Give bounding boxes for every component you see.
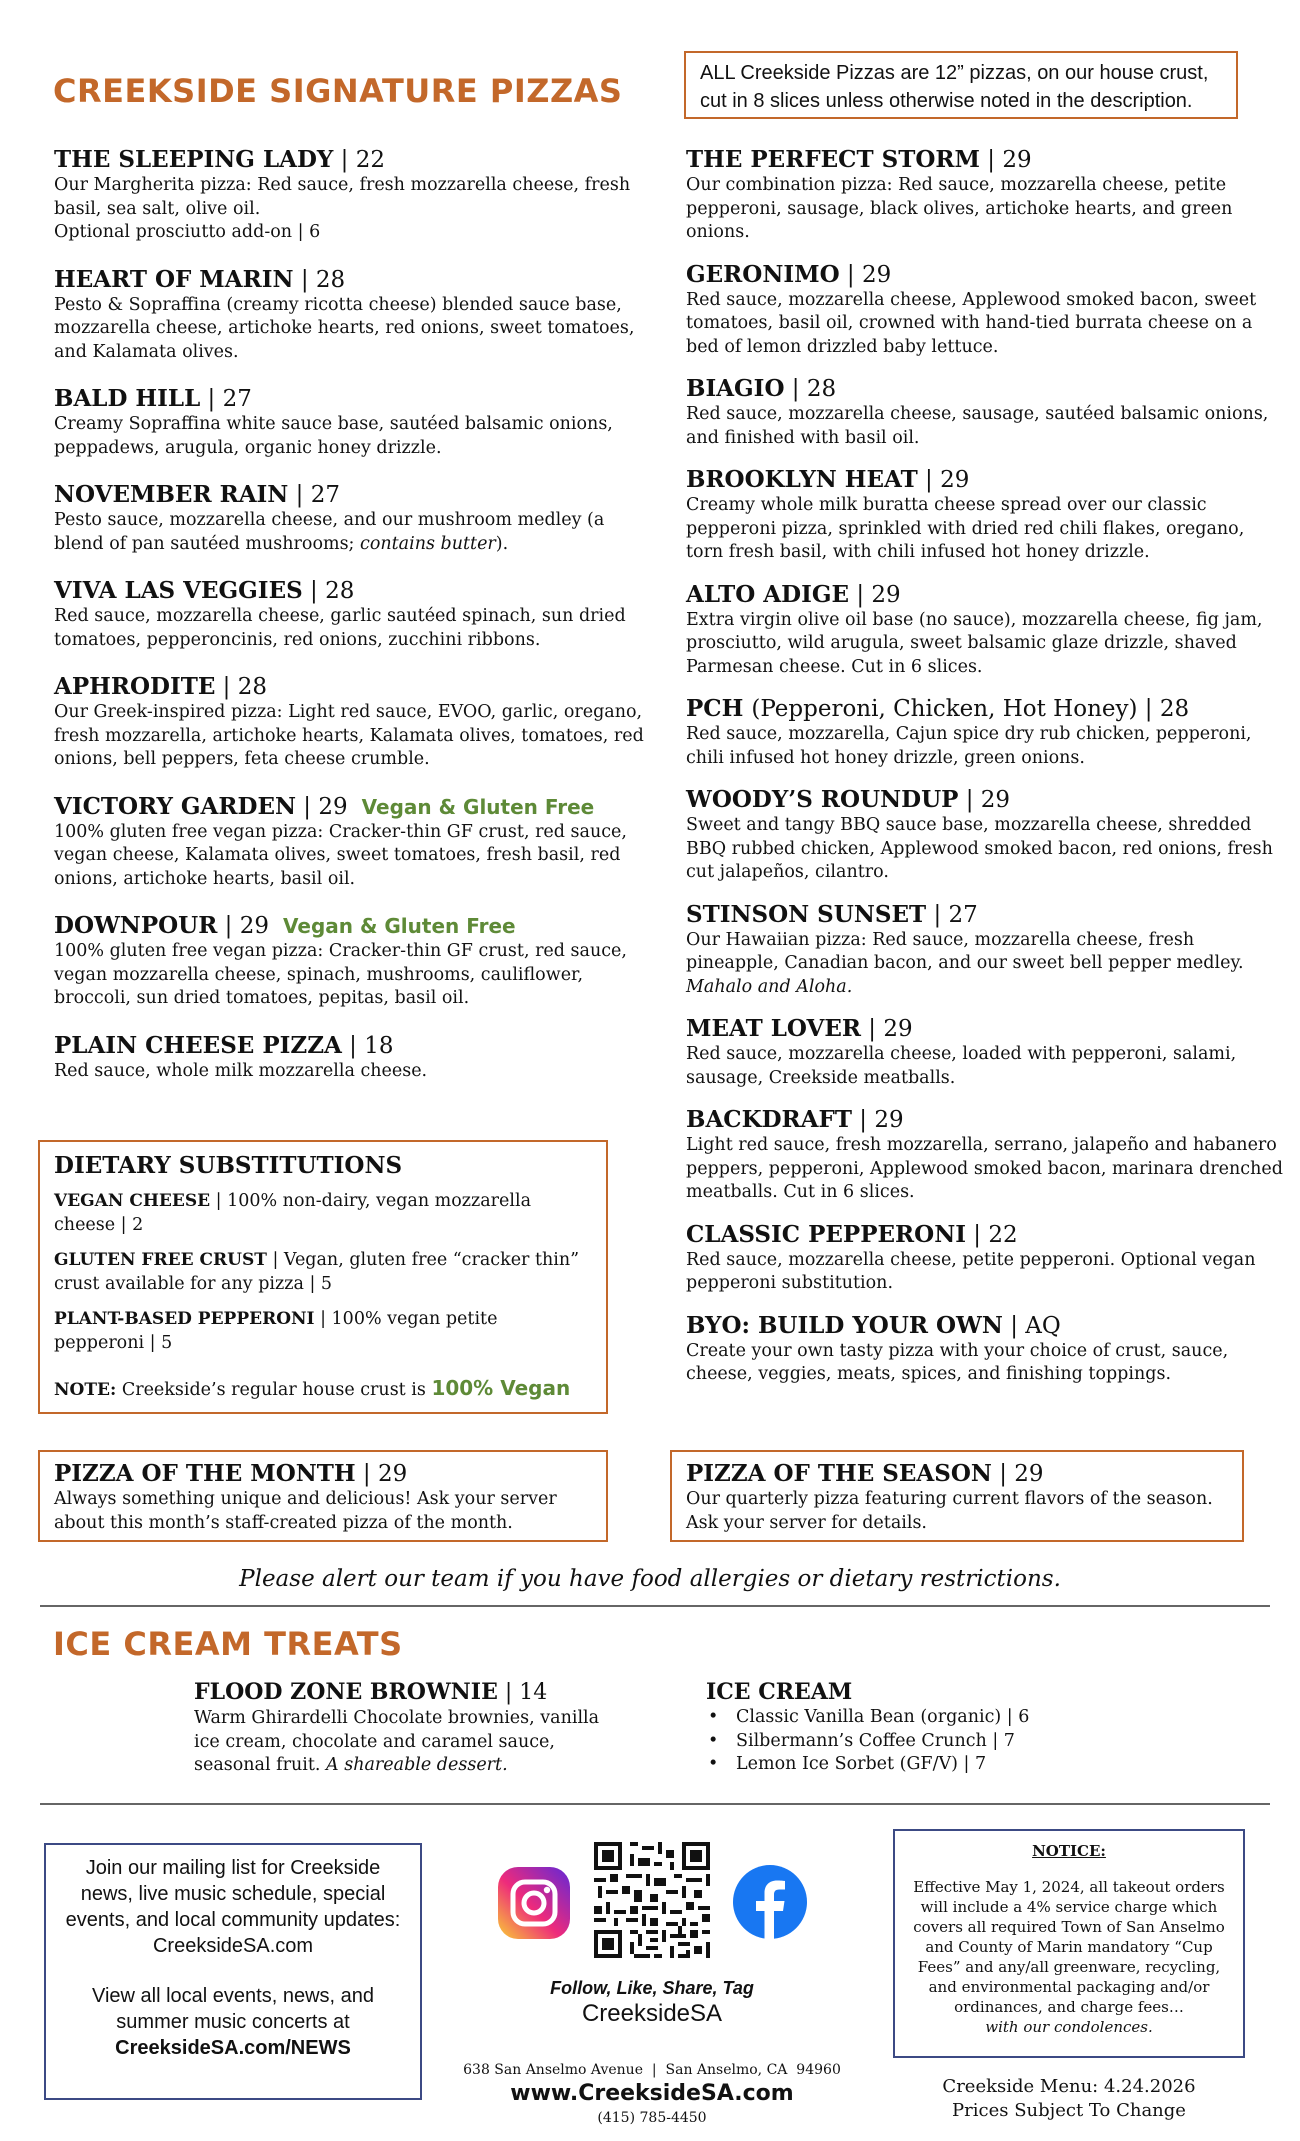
pizza-item: BACKDRAFT | 29 Light red sauce, fresh mozzarella, serrano, jalapeño and habanero peppers, pepperoni, Applewood smoked bacon, marinara drenched meatballs. Cut in 6 slices.: [686, 1106, 1286, 1205]
pizza-price: 27: [310, 482, 340, 508]
pizza-price: 18: [364, 1032, 394, 1059]
pizza-price: 27: [948, 901, 978, 928]
notice-title: NOTICE:: [1032, 1842, 1106, 1860]
pizza-of-the-season-box: PIZZA OF THE SEASON | 29 Our quarterly pizza featuring current flavors of the season. Ask your server for details.: [670, 1450, 1244, 1542]
pizza-name: PCH: [686, 695, 744, 722]
divider: [40, 1803, 1270, 1805]
pizza-price: 28: [806, 376, 837, 402]
ice-cream-heading: ICE CREAM: [706, 1679, 853, 1705]
instagram-icon[interactable]: [496, 1865, 572, 1941]
pizza-name: BACKDRAFT: [686, 1106, 852, 1133]
pizza-item: APHRODITE | 28 Our Greek-inspired pizza: Light red sauce, EVOO, garlic, oregano, fresh mozzarella, artichoke hearts, Kalamata olives, tomatoes, red onions, bell peppers, feta cheese crumble.: [54, 673, 654, 772]
pizza-price: 28: [1159, 696, 1190, 722]
ice-cream-title: ICE CREAM TREATS: [53, 1625, 403, 1663]
notice-signoff: with our condolences.: [985, 2018, 1153, 2036]
pizza-price: 29: [377, 1461, 408, 1487]
pizza-price: 27: [222, 386, 252, 412]
dietary-title: DIETARY SUBSTITUTIONS: [54, 1152, 403, 1179]
pizza-description: Create your own tasty pizza with your choice of crust, sauce, cheese, veggies, meats, spices, and finishing toppings.: [686, 1340, 1229, 1384]
ice-cream-list: [706, 1706, 1126, 1777]
pizza-description: Red sauce, mozzarella cheese, petite pepperoni. Optional vegan pepperoni substitution.: [686, 1249, 1256, 1293]
pizza-name: PIZZA OF THE MONTH: [54, 1460, 356, 1487]
pizza-name: BYO: BUILD YOUR OWN: [686, 1311, 1003, 1339]
pizza-description: Red sauce, mozzarella cheese, sausage, sautéed balsamic onions, and finished with basil oil.: [686, 404, 1269, 448]
pizza-price: 29: [1002, 147, 1032, 173]
pizza-price: 29: [883, 1016, 913, 1042]
list-item: • Lemon Ice Sorbet (GF/V) | 7: [706, 1753, 1126, 1777]
pizza-item: HEART OF MARIN | 28 Pesto & Sopraffina (creamy ricotta cheese) blended sauce base, mozzarella cheese, artichoke hearts, red onions, sweet tomatoes, and Kalamata olives.: [54, 266, 654, 365]
pizza-name: MEAT LOVER: [686, 1015, 861, 1042]
mailing-list-box: [44, 1843, 422, 2100]
pizza-item: NOVEMBER RAIN | 27 Pesto sauce, mozzarella cheese, and our mushroom medley (a blend of pan sautéed mushrooms; contains butter).: [54, 481, 654, 556]
pizza-price: 29: [980, 787, 1011, 813]
pizza-description: Our combination pizza: Red sauce, mozzarella cheese, petite pepperoni, sausage, black olives, artichoke hearts, and green onions.: [686, 175, 1233, 242]
right-pizza-column: [686, 146, 1286, 1403]
pizza-description: Red sauce, whole milk mozzarella cheese.: [54, 1060, 428, 1081]
pizza-price: 22: [355, 147, 385, 173]
pizza-item: ALTO ADIGE | 29 Extra virgin olive oil base (no sauce), mozzarella cheese, fig jam, prosciutto, wild arugula, sweet balsamic glaze drizzle, shaved Parmesan cheese. Cut in 6 slices.: [686, 581, 1286, 680]
crust-note: ALL Creekside Pizzas are 12” pizzas, on our house crust, cut in 8 slices unless otherwise noted in the description.: [684, 51, 1238, 119]
divider: [40, 1605, 1270, 1607]
pizza-name: HEART OF MARIN: [54, 265, 294, 293]
list-item: • Silbermann’s Coffee Crunch | 7: [706, 1730, 1126, 1754]
pizza-description: Pesto sauce, mozzarella cheese, and our mushroom medley (a blend of pan sautéed mushrooms; contains butter).: [54, 510, 605, 554]
news-text: View all local events, news, and summer music concerts at: [91, 1985, 374, 2033]
pizza-item: PLAIN CHEESE PIZZA | 18 Red sauce, whole milk mozzarella cheese.: [54, 1032, 654, 1084]
pizza-description: 100% gluten free vegan pizza: Cracker-thin GF crust, red sauce, vegan mozzarella cheese, spinach, mushrooms, cauliflower, broccoli, sun dried tomatoes, pepitas, basil oil.: [54, 941, 627, 1008]
pizza-name: GERONIMO: [686, 260, 840, 288]
pizza-name: STINSON SUNSET: [686, 900, 927, 928]
pizza-item: THE SLEEPING LADY | 22 Our Margherita pizza: Red sauce, fresh mozzarella cheese, fresh basil, sea salt, olive oil. Optional prosciutto add-on | 6: [54, 146, 654, 245]
page-title: CREEKSIDE SIGNATURE PIZZAS: [53, 72, 623, 110]
pizza-description: Red sauce, mozzarella cheese, garlic sautéed spinach, sun dried tomatoes, pepperoncinis, red onions, zucchini ribbons.: [54, 606, 626, 650]
pizza-item: THE PERFECT STORM | 29 Our combination pizza: Red sauce, mozzarella cheese, petite pepperoni, sausage, black olives, artichoke hearts, and green onions.: [686, 146, 1286, 245]
pizza-description: Creamy Sopraffina white sauce base, sautéed balsamic onions, peppadews, arugula, organic honey drizzle.: [54, 414, 613, 458]
left-pizza-column: [54, 146, 654, 1104]
qr-code[interactable]: [590, 1838, 714, 1962]
pizza-item: VIVA LAS VEGGIES | 28 Red sauce, mozzarella cheese, garlic sautéed spinach, sun dried tomatoes, pepperoncinis, red onions, zucchini ribbons.: [54, 577, 654, 652]
pizza-price: 29: [318, 793, 348, 820]
pizza-addon: Optional prosciutto add-on | 6: [54, 222, 321, 242]
pizza-item: BYO: BUILD YOUR OWN | AQ Create your own tasty pizza with your choice of crust, sauce, cheese, veggies, meats, spices, and finishing toppings.: [686, 1312, 1286, 1387]
pizza-description: Pesto & Sopraffina (creamy ricotta cheese) blended sauce base, mozzarella cheese, artichoke hearts, red onions, sweet tomatoes, and Kalamata olives.: [54, 294, 635, 362]
brownie-item: FLOOD ZONE BROWNIE | 14 Warm Ghirardelli Chocolate brownies, vanilla ice cream, chocolate and caramel sauce, seasonal fruit. A shareable dessert.: [194, 1678, 614, 1778]
pizza-name: WOODY’S ROUNDUP: [686, 786, 959, 813]
pizza-name: BIAGIO: [686, 375, 785, 402]
pizza-name: VIVA LAS VEGGIES: [54, 577, 303, 604]
pizza-item: DOWNPOUR | 29 Vegan & Gluten Free 100% gluten free vegan pizza: Cracker-thin GF crust, red sauce, vegan mozzarella cheese, spinach, mushrooms, cauliflower, broccoli, sun dried tomatoes, pepitas, basil oil.: [54, 912, 654, 1011]
mailing-site: CreeksideSA.com: [152, 1935, 314, 1957]
pizza-description: Our Hawaiian pizza: Red sauce, mozzarella cheese, fresh pineapple, Canadian bacon, and our sweet bell pepper medley. Mahalo and Aloha.: [686, 929, 1244, 997]
website-link[interactable]: www.CreeksideSA.com: [510, 2081, 794, 2106]
pizza-description: Sweet and tangy BBQ sauce base, mozzarella cheese, shredded BBQ rubbed chicken, Applewood smoked bacon, red onions, fresh cut jalapeños, cilantro.: [686, 815, 1273, 882]
notice-box: [893, 1829, 1245, 2058]
pizza-name: BROOKLYN HEAT: [686, 466, 918, 493]
pizza-item: CLASSIC PEPPERONI | 22 Red sauce, mozzarella cheese, petite pepperoni. Optional vegan pepperoni substitution.: [686, 1221, 1286, 1296]
dessert-description: Warm Ghirardelli Chocolate brownies, vanilla ice cream, chocolate and caramel sauce, seasonal fruit. A shareable dessert.: [194, 1708, 600, 1775]
pizza-name: ALTO ADIGE: [686, 580, 850, 608]
pizza-item: VICTORY GARDEN | 29 Vegan & Gluten Free 100% gluten free vegan pizza: Cracker-thin GF crust, red sauce, vegan cheese, Kalamata olives, sweet tomatoes, fresh basil, red onions, artichoke hearts, basil oil.: [54, 793, 654, 892]
pizza-name: DOWNPOUR: [54, 912, 218, 939]
pizza-name: APHRODITE: [54, 673, 216, 700]
pizza-item: BALD HILL | 27 Creamy Sopraffina white sauce base, sautéed balsamic onions, peppadews, arugula, organic honey drizzle.: [54, 385, 654, 460]
pizza-description: Red sauce, mozzarella cheese, Applewood smoked bacon, sweet tomatoes, basil oil, crowned with hand-tied burrata cheese on a bed of lemon drizzled baby lettuce.: [686, 289, 1257, 357]
ice-cream-item: [706, 1678, 1126, 1777]
pizza-item: GERONIMO | 29 Red sauce, mozzarella cheese, Applewood smoked bacon, sweet tomatoes, basil oil, crowned with hand-tied burrata cheese on a bed of lemon drizzled baby lettuce.: [686, 261, 1286, 360]
pizza-name: NOVEMBER RAIN: [54, 481, 289, 508]
pizza-subtitle: (Pepperoni, Chicken, Hot Honey): [751, 696, 1138, 722]
pizza-description: Extra virgin olive oil base (no sauce), mozzarella cheese, fig jam, prosciutto, wild arugula, sweet balsamic glaze drizzle, shaved Parmesan cheese. Cut in 6 slices.: [686, 609, 1263, 677]
dietary-substitutions-box: [38, 1140, 608, 1414]
notice-text: Effective May 1, 2024, all takeout orders will include a 4% service charge which covers all required Town of San Anselmo and County of Marin mandatory “Cup Fees” and any/all greenware, recycling, and environmental packaging and/or ordinances, and charge fees…: [913, 1878, 1225, 2016]
pizza-name: CLASSIC PEPPERONI: [686, 1220, 966, 1248]
pizza-description: Light red sauce, fresh mozzarella, serrano, jalapeño and habanero peppers, pepperoni, Applewood smoked bacon, marinara drenched meatballs. Cut in 6 slices.: [686, 1135, 1283, 1202]
news-link[interactable]: CreeksideSA.com/NEWS: [115, 2037, 351, 2059]
pizza-item: PCH (Pepperoni, Chicken, Hot Honey) | 28 Red sauce, mozzarella, Cajun spice dry rub chicken, pepperoni, chili infused hot honey drizzle, green onions.: [686, 695, 1286, 770]
pizza-description: Our Greek-inspired pizza: Light red sauce, EVOO, garlic, oregano, fresh mozzarella, artichoke hearts, Kalamata olives, tomatoes, red onions, bell peppers, feta cheese crumble.: [54, 702, 644, 769]
dietary-note: NOTE: Creekside’s regular house crust is 100% Vegan: [54, 1376, 571, 1400]
social-handle: CreeksideSA: [581, 2000, 723, 2027]
pizza-name: THE PERFECT STORM: [686, 146, 980, 173]
dietary-item: VEGAN CHEESE | 100% non-dairy, vegan mozzarella cheese | 2: [54, 1191, 532, 1235]
pizza-name: VICTORY GARDEN: [54, 792, 296, 820]
diet-tag: Vegan & Gluten Free: [361, 794, 595, 819]
pizza-name: PIZZA OF THE SEASON: [686, 1460, 992, 1487]
pizza-description: Always something unique and delicious! Ask your server about this month’s staff-created pizza of the month.: [54, 1489, 557, 1533]
pizza-description: Our Margherita pizza: Red sauce, fresh mozzarella cheese, fresh basil, sea salt, olive oil.: [54, 175, 631, 219]
pizza-item: BROOKLYN HEAT | 29 Creamy whole milk buratta cheese spread over our classic pepperoni pizza, sprinkled with dried red chili flakes, oregano, torn fresh basil, with chili infused hot honey drizzle.: [686, 466, 1286, 565]
pizza-price: 28: [315, 266, 346, 293]
dietary-item: PLANT-BASED PEPPERONI | 100% vegan petite pepperoni | 5: [54, 1309, 498, 1353]
pizza-price: 29: [871, 581, 901, 608]
dessert-name: FLOOD ZONE BROWNIE: [194, 1679, 498, 1705]
pizza-description: 100% gluten free vegan pizza: Cracker-thin GF crust, red sauce, vegan cheese, Kalamata olives, sweet tomatoes, fresh basil, red onions, artichoke hearts, basil oil.: [54, 821, 627, 889]
pizza-price: 28: [325, 578, 355, 604]
pizza-price: 29: [861, 261, 892, 288]
dietary-item: GLUTEN FREE CRUST | Vegan, gluten free “cracker thin” crust available for any pizza | 5: [54, 1250, 580, 1294]
pizza-price: 29: [874, 1107, 904, 1133]
address: 638 San Anselmo Avenue | San Anselmo, CA 94960: [463, 2062, 841, 2078]
diet-tag: Vegan & Gluten Free: [283, 914, 516, 938]
pizza-description: Red sauce, mozzarella cheese, loaded with pepperoni, salami, sausage, Creekside meatballs.: [686, 1044, 1237, 1088]
pizza-price: 22: [988, 1221, 1018, 1248]
follow-text: Follow, Like, Share, Tag: [550, 1978, 754, 1998]
dessert-price: 14: [519, 1680, 548, 1705]
phone-number: (415) 785-4450: [597, 2110, 707, 2126]
pizza-name: PLAIN CHEESE PIZZA: [54, 1031, 342, 1059]
pizza-item: STINSON SUNSET | 27 Our Hawaiian pizza: Red sauce, mozzarella cheese, fresh pineapple, Canadian bacon, and our sweet bell pepper medley. Mahalo and Aloha.: [686, 901, 1286, 1000]
pizza-price: 29: [239, 913, 269, 939]
pizza-item: MEAT LOVER | 29 Red sauce, mozzarella cheese, loaded with pepperoni, salami, sausage, Creekside meatballs.: [686, 1015, 1286, 1090]
pizza-price: 29: [940, 467, 970, 493]
pizza-item: WOODY’S ROUNDUP | 29 Sweet and tangy BBQ sauce base, mozzarella cheese, shredded BBQ rubbed chicken, Applewood smoked bacon, red onions, fresh cut jalapeños, cilantro.: [686, 786, 1286, 885]
pizza-of-the-month-box: PIZZA OF THE MONTH | 29 Always something unique and delicious! Ask your server about this month’s staff-created pizza of the month.: [38, 1450, 608, 1542]
pizza-price: 28: [237, 674, 268, 700]
pizza-name: BALD HILL: [54, 385, 201, 412]
facebook-icon[interactable]: [731, 1863, 809, 1941]
menu-date: Creekside Menu: 4.24.2026: [942, 2076, 1196, 2097]
pizza-price: AQ: [1025, 1312, 1061, 1339]
pizza-description: Our quarterly pizza featuring current flavors of the season. Ask your server for details.: [686, 1489, 1213, 1533]
pizza-item: BIAGIO | 28 Red sauce, mozzarella cheese, sausage, sautéed balsamic onions, and finished with basil oil.: [686, 375, 1286, 450]
allergy-notice: Please alert our team if you have food allergies or dietary restrictions.: [239, 1566, 1061, 1592]
pizza-description: Red sauce, mozzarella, Cajun spice dry rub chicken, pepperoni, chili infused hot honey drizzle, green onions.: [686, 724, 1252, 768]
pizza-name: THE SLEEPING LADY: [54, 146, 334, 173]
mailing-text: Join our mailing list for Creekside news, live music schedule, special events, and local community updates:: [65, 1857, 401, 1931]
pizza-price: 29: [1014, 1461, 1044, 1487]
list-item: • Classic Vanilla Bean (organic) | 6: [706, 1706, 1126, 1730]
pizza-description: Creamy whole milk buratta cheese spread over our classic pepperoni pizza, sprinkled with dried red chili flakes, oregano, torn fresh basil, with chili infused hot honey drizzle.: [686, 495, 1245, 562]
prices-note: Prices Subject To Change: [952, 2100, 1186, 2121]
